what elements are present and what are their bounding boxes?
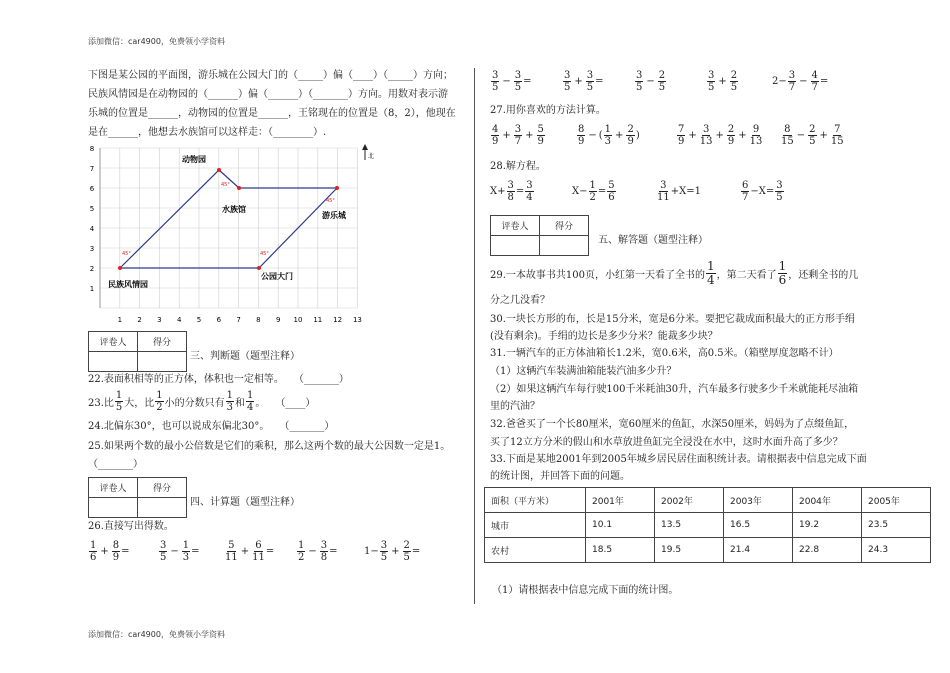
x-tick-label: 4 [176, 316, 182, 324]
score-cell[interactable] [138, 498, 187, 518]
q28-eq-4: $\frac{6}{7}$ −X= $\frac{3}{5}$ [742, 180, 783, 203]
q26-expr-1: $\frac{1}{6}$ + $\frac{8}{9}$ = [90, 540, 130, 563]
question-31-2-line-1: （2）如果这辆汽车每行驶100千米耗油30升，汽车最多行驶多少千米就能耗尽油箱 [490, 384, 859, 395]
x-tick-label: 1 [117, 316, 123, 324]
table-cell: 22.8 [793, 538, 862, 563]
label-zoo: 动物园 [182, 155, 206, 164]
question-24: 24.北偏东30°，也可以说成东偏北30°。 （_______） [88, 421, 335, 432]
x-tick-label: 12 [333, 316, 343, 324]
table-header-cell: 2001年 [586, 488, 655, 513]
question-33-1: （1）请根据表中信息完成下面的统计图。 [492, 585, 679, 596]
q27-expr-2: $\frac{8}{9}$ − ( $\frac{1}{3}$ + $\frac{2}{9}$ ) [578, 124, 640, 147]
table-cell: 19.2 [793, 513, 862, 538]
question-25-line-1: 25.如果两个数的最小公倍数是它们的乘积，那么这两个数的最大公因数一定是1。 [88, 441, 451, 452]
residence-area-table [484, 487, 931, 563]
q28-eq-3: $\frac{3}{11}$ +X=1 [657, 180, 701, 203]
q29-text-a: 29.一本故事书共100页，小红第一天看了全书的 [490, 270, 705, 281]
q26-expr-4: $\frac{1}{2}$ − $\frac{3}{8}$ = [298, 540, 338, 563]
table-cell: 24.3 [862, 538, 931, 563]
y-tick-label: 2 [89, 265, 95, 273]
reviewer-label: 评卷人 [491, 216, 540, 236]
table-header-cell: 面积（平方米） [485, 488, 586, 513]
q27-expr-1: $\frac{4}{9}$ + $\frac{3}{7}$ + $\frac{5}{9}$ [492, 124, 544, 147]
score-label: 得分 [138, 478, 187, 498]
label-amusement: 游乐城 [322, 211, 346, 220]
table-cell: 16.5 [724, 513, 793, 538]
q26-expr-9: $\frac{3}{5}$ + $\frac{2}{5}$ [708, 70, 738, 93]
label-gate: 公园大门 [261, 272, 293, 281]
point-gate [257, 266, 261, 270]
park-map [84, 142, 384, 327]
q23-text-d: 和 [235, 398, 246, 409]
question-33-line-2: 的统计图，并回答下面的问题。 [490, 471, 630, 482]
q26-expr-3: $\frac{5}{11}$ + $\frac{6}{11}$ = [225, 540, 275, 563]
x-tick-label: 6 [216, 316, 222, 324]
section-4-title: 四、计算题（题型注释） [190, 497, 300, 508]
table-header-cell: 2003年 [724, 488, 793, 513]
table-cell: 农村 [485, 538, 586, 563]
reviewer-cell[interactable] [89, 498, 138, 518]
table-cell: 21.4 [724, 538, 793, 563]
question-32-line-2: 买了12立方分米的假山和水草放进鱼缸完全浸没在水中，这时水面升高了多少？ [490, 437, 843, 448]
question-30-line-1: 30.一块长方形的布，长是15分米，宽是6分米。要把它裁成面积最大的正方形手绢 [490, 314, 855, 325]
x-tick-label: 11 [313, 316, 323, 324]
question-29-line-1: 29.一本故事书共100页，小红第一天看了全书的 $\frac{1}{4}$ ，第二天看了 $\frac{1}{6}$ ，还剩全书的几 [490, 259, 859, 287]
question-25-line-2: （_______） [88, 459, 143, 470]
q26-expr-2: $\frac{3}{5}$ − $\frac{1}{3}$ = [160, 540, 200, 563]
y-tick-label: 1 [89, 285, 95, 293]
q23-text-b: 大，比 [124, 398, 155, 409]
question-31: 31.一辆汽车的正方体油箱长1.2米，宽0.6米，高0.5米。（箱壁厚度忽略不计） [490, 348, 839, 359]
q29-text-c: ，还剩全书的几 [788, 270, 859, 281]
table-cell: 10.1 [586, 513, 655, 538]
point-amusement [335, 186, 339, 190]
label-folk: 民族风情园 [108, 280, 148, 289]
q26-expr-6: $\frac{3}{5}$ − $\frac{3}{5}$ = [492, 70, 532, 93]
point-zoo [217, 168, 221, 172]
score-cell[interactable] [138, 352, 187, 372]
question-31-2-line-2: 里的汽油？ [490, 401, 540, 412]
angle-zoo: 45° [221, 182, 230, 188]
x-tick-label: 13 [352, 316, 362, 324]
section-5-title: 五、解答题（题型注释） [598, 235, 708, 246]
table-row [485, 513, 931, 538]
q29-text-b: ，第二天看了 [716, 270, 777, 281]
intro-line-4: 是在______，他想去水族馆可以这样走：（________）. [88, 127, 327, 138]
x-tick-label: 10 [293, 316, 303, 324]
fraction: $\frac{1}{5}$ [115, 390, 123, 413]
section-3-title: 三、判断题（题型注释） [190, 351, 300, 362]
watermark-top: 添加微信：car4900，免费领小学资料 [88, 37, 225, 46]
table-cell: 19.5 [655, 538, 724, 563]
q23-text-a: 23.比 [88, 398, 114, 409]
score-label: 得分 [540, 216, 589, 236]
question-23 [88, 390, 315, 413]
q26-expr-7: $\frac{3}{5}$ + $\frac{3}{5}$ = [564, 70, 604, 93]
x-tick-label: 9 [275, 316, 281, 324]
question-26: 26.直接写出得数。 [88, 521, 174, 532]
table-header-cell: 2004年 [793, 488, 862, 513]
q26-expr-5: 1− $\frac{3}{5}$ + $\frac{2}{5}$ = [364, 540, 421, 563]
table-row [485, 538, 931, 563]
x-tick-label: 3 [157, 316, 162, 324]
table-cell: 城市 [485, 513, 586, 538]
q26-expr-8: $\frac{3}{5}$ − $\frac{2}{5}$ [636, 70, 666, 93]
angle-amusement: 45° [326, 198, 335, 204]
q27-expr-4: $\frac{8}{15}$ − $\frac{2}{5}$ + $\frac{7}{15}$ [781, 124, 844, 147]
question-30-line-2: (没有剩余)。手绢的边长是多少分米？能裁多少块？ [490, 331, 718, 342]
fraction: $\frac{1}{2}$ [156, 390, 163, 413]
y-tick-label: 3 [89, 245, 95, 253]
reviewer-label: 评卷人 [89, 332, 138, 352]
y-tick-label: 5 [89, 205, 95, 213]
score-table-5 [490, 215, 589, 256]
fraction: $\frac{1}{4}$ [247, 390, 254, 413]
score-cell[interactable] [540, 236, 589, 256]
column-divider [474, 68, 475, 604]
intro-line-2: 民族风情园是在动物园的（______）偏（______）（_______）方向。用数对表示游 [88, 89, 448, 100]
y-tick-label: 6 [89, 185, 95, 193]
north-label: 北 [368, 153, 375, 160]
x-tick-label: 2 [137, 316, 142, 324]
north-arrowhead-icon [362, 144, 368, 150]
point-folk [118, 266, 122, 270]
y-tick-label: 8 [89, 145, 95, 153]
watermark-bottom: 添加微信：car4900，免费领小学资料 [88, 630, 225, 639]
reviewer-label: 评卷人 [89, 478, 138, 498]
reviewer-cell[interactable] [491, 236, 540, 256]
q23-text-c: 小的分数只有 [164, 398, 225, 409]
table-cell: 18.5 [586, 538, 655, 563]
table-header-cell: 2002年 [655, 488, 724, 513]
q27-expr-3: $\frac{7}{9}$ + $\frac{3}{13}$ + $\frac{2}{9}$ + $\frac{9}{13}$ [678, 124, 763, 147]
table-cell: 13.5 [655, 513, 724, 538]
point-aquarium [237, 186, 241, 190]
question-29-line-2: 分之几没看？ [490, 295, 550, 306]
question-27: 27.用你喜欢的方法计算。 [490, 105, 606, 116]
x-tick-label: 8 [256, 316, 261, 324]
y-tick-label: 4 [89, 225, 95, 233]
x-tick-label: 5 [196, 316, 202, 324]
y-tick-label: 7 [89, 165, 95, 173]
intro-line-3: 乐城的位置是______，动物园的位置是______，王铭现在的位置是（8，2），他现在 [88, 108, 456, 119]
q28-eq-2: X− $\frac{1}{2}$ = $\frac{5}{6}$ [572, 180, 615, 203]
x-tick-label: 7 [236, 316, 241, 324]
table-header-row [485, 488, 931, 513]
angle-folk: 45° [122, 251, 131, 257]
angle-gate: 45° [260, 251, 269, 257]
label-aquarium: 水族馆 [222, 205, 246, 214]
q28-eq-1: X+ $\frac{3}{8}$ = $\frac{3}{4}$ [490, 180, 533, 203]
question-22: 22.表面积相等的正方体，体积也一定相等。 （_______） [88, 374, 349, 385]
table-cell: 23.5 [862, 513, 931, 538]
score-label: 得分 [138, 332, 187, 352]
question-32-line-1: 32.爸爸买了一个长80厘米，宽60厘米的鱼缸，水深50厘米，妈妈为了点缀鱼缸， [490, 419, 855, 430]
table-header-cell: 2005年 [862, 488, 931, 513]
question-31-1: （1）这辆汽车装满油箱能装汽油多少升？ [490, 366, 677, 377]
score-table-4 [88, 477, 187, 518]
q23-text-e: 。 （____） [255, 398, 316, 409]
question-33-line-1: 33.下面是某地2001年到2005年城乡居民居住面积统计表。请根据表中信息完成下面 [490, 454, 867, 465]
fraction: $\frac{1}{3}$ [226, 390, 234, 413]
question-28: 28.解方程。 [490, 161, 546, 172]
q26-expr-10: 2− $\frac{3}{7}$ − $\frac{4}{7}$ = [772, 70, 829, 93]
score-table-3 [88, 331, 187, 372]
intro-line-1: 下图是某公园的平面图，游乐城在公园大门的（_____）偏（____）（_____）方向； [88, 70, 453, 81]
reviewer-cell[interactable] [89, 352, 138, 372]
